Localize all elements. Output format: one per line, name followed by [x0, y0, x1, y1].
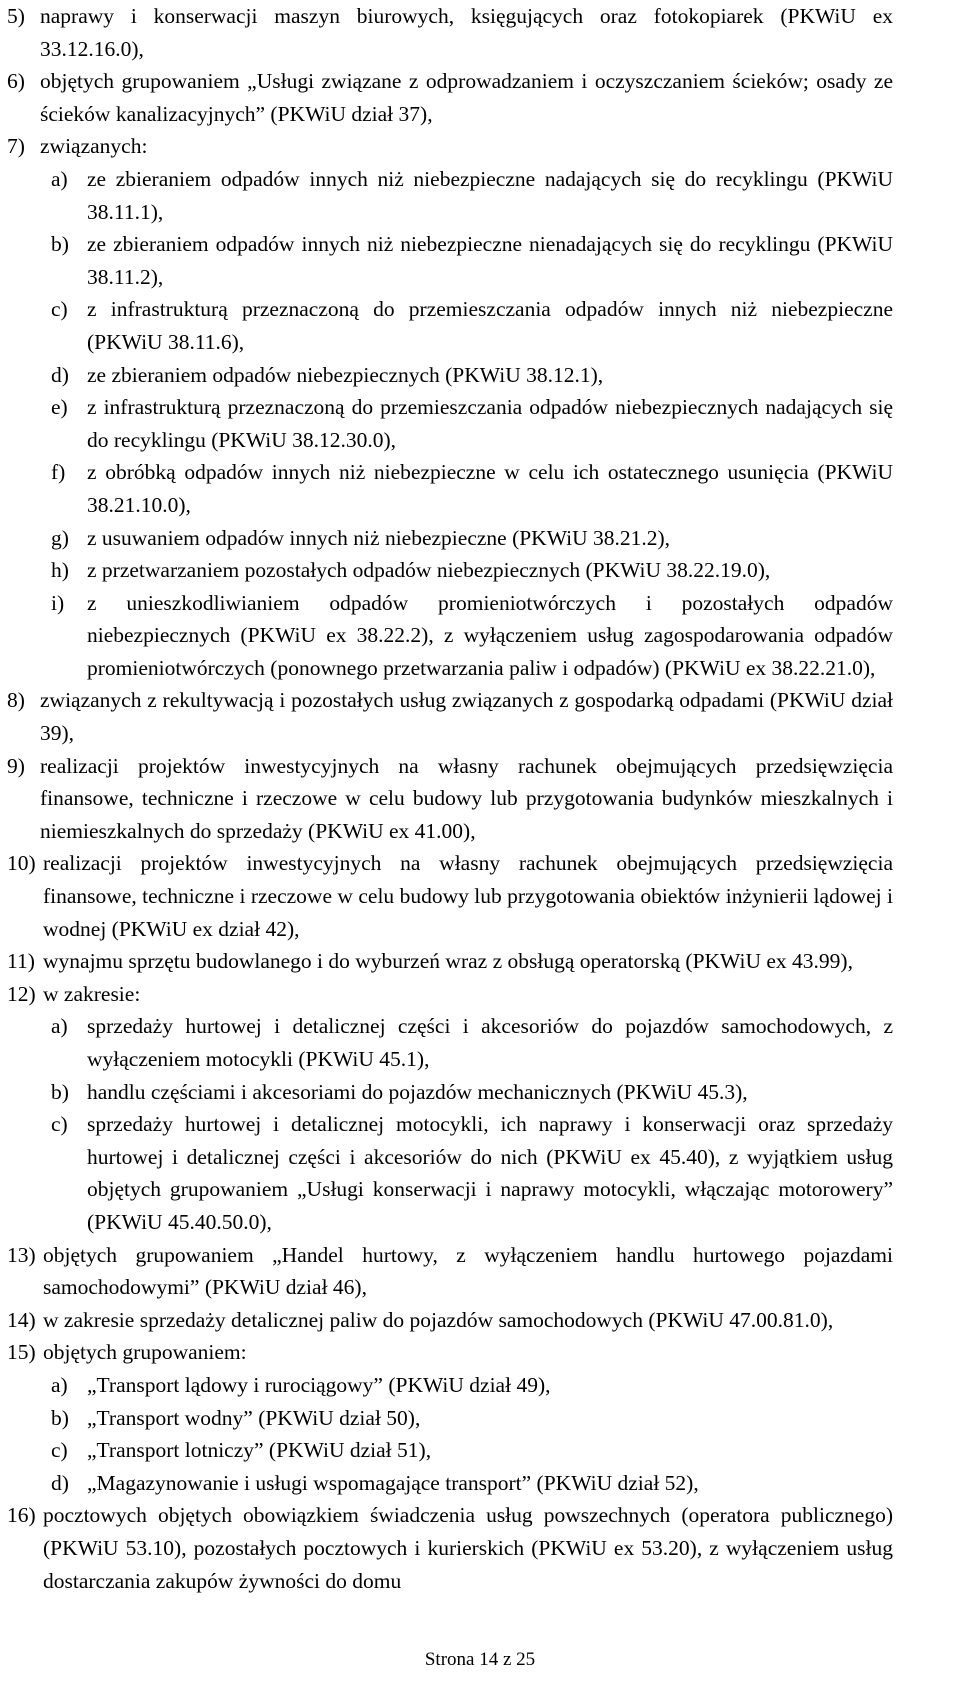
item-text: związanych: — [40, 134, 148, 159]
sub-list-item — [51, 1108, 893, 1238]
list-item — [7, 1499, 893, 1597]
item-number: 15) — [7, 1340, 36, 1365]
item-text: objętych grupowaniem „Usługi związane z odprowadzaniem i oczyszczaniem ścieków; osady ze ścieków kanalizacyjnych” (PKWiU dział 37), — [40, 69, 893, 126]
item-number: 5) — [7, 4, 25, 28]
item-number: 8) — [7, 688, 25, 713]
item-text: ze zbieraniem odpadów innych niż niebezpieczne nienadających się do recyklingu (PKWiU 38.11.2), — [87, 232, 893, 289]
item-letter: e) — [51, 395, 68, 420]
list-item — [7, 0, 893, 65]
item-text: „Transport lądowy i rurociągowy” (PKWiU dział 49), — [87, 1372, 551, 1397]
item-letter: d) — [51, 1470, 69, 1495]
item-text: realizacji projektów inwestycyjnych na własny rachunek obejmujących przedsięwzięcia finansowe, techniczne i rzeczowe w celu budowy lub przygotowania budynków mieszkalnych i niemieszkalnych do sprzedaży (PKWiU ex 41.00), — [40, 753, 893, 843]
item-letter: f) — [51, 460, 66, 485]
list-item — [7, 945, 893, 978]
sub-list-item — [51, 1467, 893, 1500]
sub-list-item — [51, 456, 893, 521]
item-number: 14) — [7, 1307, 36, 1332]
item-letter: h) — [51, 558, 69, 583]
item-letter: d) — [51, 362, 69, 387]
list-item — [7, 65, 893, 130]
item-text: „Transport lotniczy” (PKWiU dział 51), — [87, 1438, 432, 1463]
item-letter: a) — [51, 166, 68, 191]
item-text: z obróbką odpadów innych niż niebezpieczne w celu ich ostatecznego usunięcia (PKWiU 38.21.10.0), — [87, 460, 893, 517]
list-item — [7, 978, 893, 1011]
item-letter: c) — [51, 297, 68, 322]
sub-list-item — [51, 359, 893, 392]
item-number: 6) — [7, 69, 25, 94]
item-text: ze zbieraniem odpadów innych niż niebezpieczne nadających się do recyklingu (PKWiU 38.11.1), — [87, 166, 893, 224]
list-item — [7, 750, 893, 848]
item-letter: b) — [51, 1405, 69, 1430]
page-number: Strona 14 z 25 — [424, 1649, 536, 1670]
item-text: objętych grupowaniem „Handel hurtowy, z wyłączeniem handlu hurtowego pojazdami samochodowymi” (PKWiU dział 46), — [43, 1242, 893, 1300]
item-number: 10) — [7, 851, 36, 876]
item-letter: c) — [51, 1112, 68, 1137]
sub-list-item — [51, 1369, 893, 1402]
item-letter: b) — [51, 1079, 69, 1104]
item-number: 13) — [7, 1242, 36, 1267]
sub-list-item — [51, 522, 893, 555]
sub-list-item — [51, 293, 893, 358]
item-number: 16) — [7, 1503, 36, 1528]
item-text: z usuwaniem odpadów innych niż niebezpieczne (PKWiU 38.21.2), — [87, 525, 671, 550]
sub-list-item — [51, 163, 893, 228]
sub-list-item — [51, 1010, 893, 1075]
item-text: w zakresie sprzedaży detalicznej paliw do pojazdów samochodowych (PKWiU 47.00.81.0), — [43, 1307, 834, 1332]
item-text: z przetwarzaniem pozostałych odpadów niebezpiecznych (PKWiU 38.22.19.0), — [87, 558, 771, 583]
list-item — [7, 130, 893, 163]
item-text: sprzedaży hurtowej i detalicznej motocykli, ich naprawy i konserwacji oraz sprzedaży hurtowej i detalicznej części i akcesoriów do nich (PKWiU ex 45.40), z wyjątkiem usług objętych grupowaniem „Usługi konserwacji i naprawy motocykli, włączając motorowery” (PKWiU 45.40.50.0), — [87, 1112, 893, 1234]
item-text: naprawy i konserwacji maszyn biurowych, księgujących oraz fotokopiarek (PKWiU ex 33.12.16.0), — [40, 4, 893, 61]
sub-list-item — [51, 391, 893, 456]
sub-list-item — [51, 1076, 893, 1109]
item-letter: b) — [51, 232, 69, 257]
item-text: związanych z rekultywacją i pozostałych usług związanych z gospodarką odpadami (PKWiU dział 39), — [40, 688, 893, 746]
item-letter: a) — [51, 1372, 68, 1397]
sub-list-item — [51, 554, 893, 587]
sub-list-item — [51, 1402, 893, 1435]
list-item — [7, 847, 893, 945]
item-text: z unieszkodliwianiem odpadów promieniotwórczych i pozostałych odpadów niebezpiecznych (PKWiU ex 38.22.2), z wyłączeniem usług zagospodarowania odpadów promieniotwórczych (ponownego przetwarzania paliw i odpadów) (PKWiU ex 38.22.21.0), — [87, 590, 893, 680]
item-text: realizacji projektów inwestycyjnych na własny rachunek obejmujących przedsięwzięcia finansowe, techniczne i rzeczowe w celu budowy lub przygotowania obiektów inżynierii lądowej i wodnej (PKWiU ex dział 42), — [43, 851, 893, 941]
list-item — [7, 1336, 893, 1369]
item-text: wynajmu sprzętu budowlanego i do wyburzeń wraz z obsługą operatorską (PKWiU ex 43.99), — [43, 949, 853, 974]
item-text: ze zbieraniem odpadów niebezpiecznych (PKWiU 38.12.1), — [87, 362, 604, 387]
sub-list-item — [51, 587, 893, 685]
item-text: z infrastrukturą przeznaczoną do przemieszczania odpadów niebezpiecznych nadających się do recyklingu (PKWiU 38.12.30.0), — [87, 395, 893, 452]
item-text: objętych grupowaniem: — [43, 1340, 247, 1365]
item-text: „Transport wodny” (PKWiU dział 50), — [87, 1405, 421, 1430]
item-text: handlu częściami i akcesoriami do pojazdów mechanicznych (PKWiU 45.3), — [87, 1079, 748, 1104]
item-number: 9) — [7, 753, 25, 778]
item-letter: i) — [51, 590, 65, 615]
item-text: w zakresie: — [43, 981, 141, 1006]
item-text: sprzedaży hurtowej i detalicznej części i akcesoriów do pojazdów samochodowych, z wyłączeniem motocykli (PKWiU 45.1), — [87, 1014, 893, 1071]
sub-list-item — [51, 1434, 893, 1467]
item-text: „Magazynowanie i usługi wspomagające transport” (PKWiU dział 52), — [87, 1470, 699, 1495]
document-body — [7, 0, 893, 1597]
item-text: z infrastrukturą przeznaczoną do przemieszczania odpadów innych niż niebezpieczne (PKWiU 38.11.6), — [87, 297, 893, 354]
item-letter: a) — [51, 1014, 68, 1039]
item-letter: g) — [51, 525, 69, 550]
item-text: pocztowych objętych obowiązkiem świadczenia usług powszechnych (operatora publicznego) (PKWiU 53.10), pozostałych pocztowych i kurierskich (PKWiU ex 53.20), z wyłączeniem usług dostarczania zakupów żywności do domu — [43, 1503, 893, 1593]
item-number: 12) — [7, 981, 36, 1006]
sub-list-item — [51, 228, 893, 293]
list-item — [7, 684, 893, 749]
item-letter: c) — [51, 1438, 68, 1463]
item-number: 7) — [7, 134, 25, 159]
list-item — [7, 1239, 893, 1304]
list-item — [7, 1304, 893, 1337]
item-number: 11) — [7, 949, 35, 974]
